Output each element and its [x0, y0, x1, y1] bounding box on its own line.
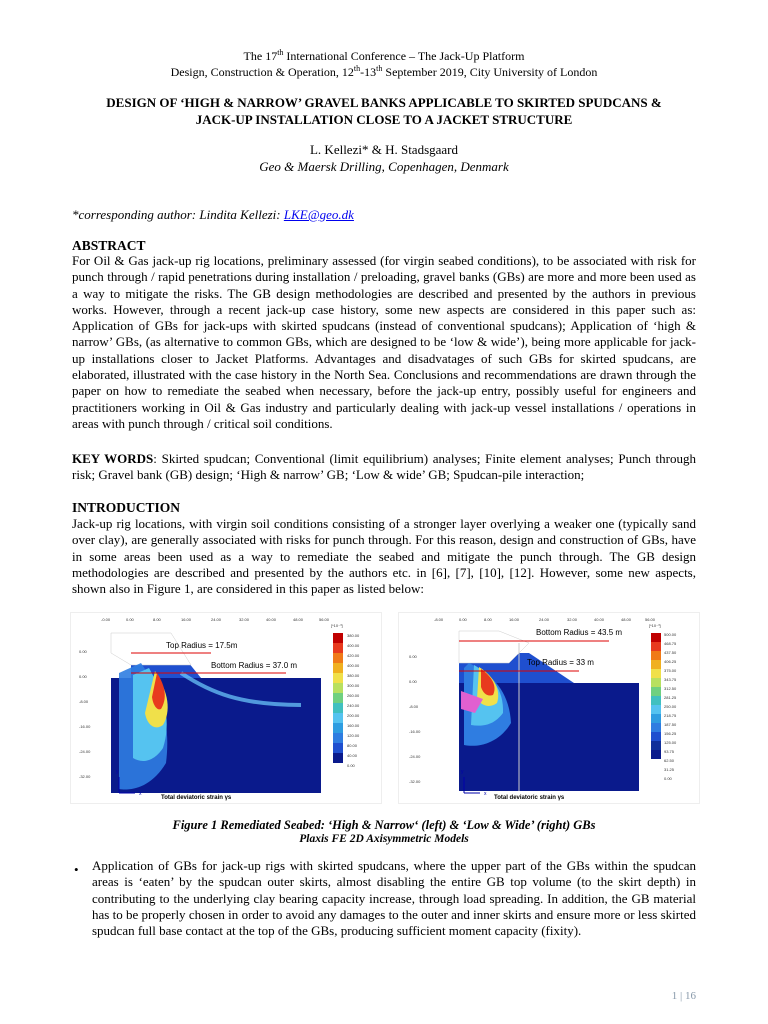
introduction-heading: INTRODUCTION — [72, 500, 181, 515]
affiliation: Geo & Maersk Drilling, Copenhagen, Denmark — [259, 159, 509, 174]
left-scale-label: 240.00 — [347, 703, 360, 708]
right-colour-scale — [651, 633, 661, 759]
svg-text:24.00: 24.00 — [211, 617, 222, 622]
right-scale-label: 62.50 — [664, 758, 675, 763]
svg-text:56.00: 56.00 — [645, 617, 656, 622]
svg-text:-8.00: -8.00 — [409, 704, 419, 709]
right-scale-label: 156.25 — [664, 731, 677, 736]
paper-title: DESIGN OF ‘HIGH & NARROW’ GRAVEL BANKS APPLICABLE TO SKIRTED SPUDCANS & JACK-UP INSTALLATION CLOSE TO A JACKET STRUCTURE — [106, 95, 662, 127]
abstract-text: For Oil & Gas jack-up rig locations, preliminary assessed (for virgin seabed conditions), to be associated with risk for punch through / rapid penetrations during installation / preloading, gravel banks (GBs) are more and more been used as a way to mitigate the risks. The GB design methodologies are described and presented by the authors in previous works. However, through a recent jack-up case history, some new aspects are considered in this paper such as: Application of GBs for jack-ups with skirted spudcans (instead of conventional spudcans); Application of ‘high & narrow’ GBs, (as alternative to common GBs, which are designed to be ‘low & wide’), being more applicable for jack-up installations closer to Jacket Platforms. Advantages and disadvatages of such GBs for skirted spudcans, are elaborated, illustrated with the case history in the North Sea. Conclusions and recommendations are drawn through the paper on how to remediate the seabed when necessary, before the jack-up entry, possibly useful for engineers and practitioners working in Oil & Gas industry and particularly dealing with jack-up vessel installations / operations in areas with punch through / critical soil conditions. — [72, 253, 696, 431]
svg-text:48.00: 48.00 — [293, 617, 304, 622]
svg-text:0.00: 0.00 — [126, 617, 134, 622]
svg-text:48.00: 48.00 — [621, 617, 632, 622]
bullet-symbol: • — [74, 862, 79, 877]
right-scale-label: 218.75 — [664, 713, 677, 718]
svg-text:0.00: 0.00 — [79, 649, 87, 654]
svg-text:-24.00: -24.00 — [79, 749, 91, 754]
right-scale-label: 250.00 — [664, 704, 677, 709]
introduction-text: Jack-up rig locations, with virgin soil conditions consisting of a stronger layer overlying a weaker one (typically sand over clay), are generally associated with risks for punch through. For this reason, design and construction of GBs, have in some areas been used as a way to remediate the seabed and mitigate the punch through. The GB design methodologies are described and presented by the authors etc. in [6], [7], [10], [12]. However, some new aspects, shown also in Figure 1, are considered in this paper as listed below: — [72, 516, 696, 597]
right-scale-label: 125.00 — [664, 740, 677, 745]
right-scale-label: 437.50 — [664, 650, 677, 655]
left-scale-label: 260.00 — [347, 693, 360, 698]
svg-text:0.00: 0.00 — [79, 674, 87, 679]
left-axis-x: x — [139, 791, 142, 797]
svg-text:-16.00: -16.00 — [409, 729, 421, 734]
conference-header-line2: Design, Construction & Operation, 12th-13th September 2019, City University of London — [170, 64, 598, 79]
right-scale-label: 406.25 — [664, 659, 677, 664]
left-axis-y: y — [116, 769, 119, 775]
left-scale-label: 420.00 — [347, 653, 360, 658]
svg-text:0.00: 0.00 — [459, 617, 467, 622]
figure-caption: Figure 1 Remediated Seabed: ‘High & Narrow‘ (left) & ‘Low & Wide’ (right) GBs — [172, 818, 596, 832]
svg-text:16.00: 16.00 — [181, 617, 192, 622]
email-link[interactable]: LKE@geo.dk — [283, 207, 354, 222]
svg-text:-8.00: -8.00 — [79, 699, 89, 704]
right-scale-label: 93.75 — [664, 749, 675, 754]
right-xlabel: Total deviatoric strain γs — [494, 795, 565, 801]
svg-text:40.00: 40.00 — [266, 617, 277, 622]
authors: L. Kellezi* & H. Stadsgaard — [309, 142, 458, 157]
svg-text:32.00: 32.00 — [239, 617, 250, 622]
left-top-radius-label: Top Radius = 17.5m — [166, 641, 238, 650]
right-scale-label: 500.00 — [664, 632, 677, 637]
bullet-text: Application of GBs for jack-up rigs with skirted spudcans, where the upper part of the GBs within the spudcan areas is ‘eaten’ by the spudcan outer skirts, almost disabling the entire GB top volume (to the skirt depth) in contributing to the underlying clay bearing capacity increase, through load spreading. In addition, the GB material has to be properly chosen in order to avoid any damages to the outer and inner skirts and ensure more or less skirted spudcan full base contact at the top of the GBs, producing sufficient moment capacity (fixity). — [92, 858, 696, 939]
right-axis-x: x — [484, 791, 487, 797]
keywords: KEY WORDS: Skirted spudcan; Conventional (limit equilibrium) analyses; Finite element analyses; Punch through risk; Gravel bank (GB) design; ‘High & narrow’ GB; ‘Low & wide’ GB; Spudcan-pile interaction; — [72, 451, 696, 483]
svg-text:32.00: 32.00 — [567, 617, 578, 622]
conference-header-line1: The 17th International Conference – The Jack-Up Platform — [243, 48, 525, 63]
left-scale-label: 160.00 — [347, 723, 360, 728]
right-scale-label: 468.75 — [664, 641, 677, 646]
svg-text:40.00: 40.00 — [594, 617, 605, 622]
page-number: 1 | 16 — [671, 990, 696, 1002]
right-scale-label: 375.00 — [664, 668, 677, 673]
right-scale-label: 0.00 — [664, 776, 672, 781]
right-scale-label: 187.50 — [664, 722, 677, 727]
svg-text:-32.00: -32.00 — [79, 774, 91, 779]
left-scale-label: 400.00 — [347, 663, 360, 668]
svg-text:16.00: 16.00 — [509, 617, 520, 622]
right-scale-label: 343.75 — [664, 677, 677, 682]
right-axis-y: y — [461, 769, 464, 775]
left-bottom-radius-label: Bottom Radius = 37.0 m — [211, 661, 298, 670]
figure-right-low-wide — [398, 612, 700, 804]
left-scale-label: 380.00 — [347, 633, 360, 638]
left-scale-label: 300.00 — [347, 683, 360, 688]
svg-text:-24.00: -24.00 — [409, 754, 421, 759]
figure-subcaption: Plaxis FE 2D Axisymmetric Models — [299, 833, 469, 845]
svg-text:8.00: 8.00 — [484, 617, 492, 622]
corresponding-author: *corresponding author: Lindita Kellezi: LKE@geo.dk — [72, 207, 354, 222]
svg-text:-0.00: -0.00 — [101, 617, 111, 622]
left-scale-label: 40.00 — [347, 753, 358, 758]
right-scale-label: 31.25 — [664, 767, 675, 772]
right-scale-unit: [*10⁻³] — [649, 623, 661, 628]
keywords-label: KEY WORDS — [72, 451, 154, 466]
left-scale-unit: [*10⁻³] — [331, 623, 343, 628]
left-scale-label: 400.00 — [347, 643, 360, 648]
svg-text:24.00: 24.00 — [539, 617, 550, 622]
svg-text:56.00: 56.00 — [319, 617, 330, 622]
svg-text:-32.00: -32.00 — [409, 779, 421, 784]
left-scale-label: 200.00 — [347, 713, 360, 718]
left-scale-label: 80.00 — [347, 743, 358, 748]
left-scale-label: 120.00 — [347, 733, 360, 738]
figure-left-high-narrow — [70, 612, 382, 804]
fem-plot-left — [71, 613, 381, 803]
left-scale-label: 380.00 — [347, 673, 360, 678]
svg-text:0.00: 0.00 — [409, 654, 417, 659]
fem-plot-right — [399, 613, 699, 803]
right-top-radius-label: Top Radius = 33 m — [527, 658, 594, 667]
right-bottom-radius-label: Bottom Radius = 43.5 m — [536, 628, 623, 637]
svg-text:-16.00: -16.00 — [79, 724, 91, 729]
right-scale-label: 281.25 — [664, 695, 677, 700]
left-xlabel: Total deviatoric strain γs — [161, 795, 232, 801]
left-colour-scale — [333, 633, 343, 763]
abstract-heading: ABSTRACT — [72, 238, 146, 253]
svg-text:8.00: 8.00 — [153, 617, 161, 622]
svg-text:0.00: 0.00 — [409, 679, 417, 684]
left-scale-label: 0.00 — [347, 763, 355, 768]
right-scale-label: 312.50 — [664, 686, 677, 691]
svg-text:-8.00: -8.00 — [434, 617, 444, 622]
